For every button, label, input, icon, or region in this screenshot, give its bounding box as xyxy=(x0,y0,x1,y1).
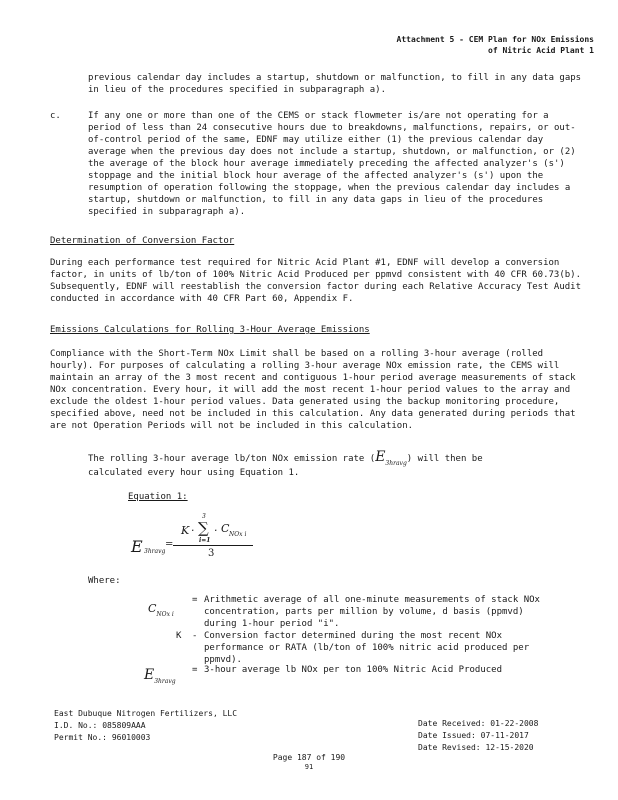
footer-received-value: 01-22-2008 xyxy=(490,719,539,728)
rolling-text-start: The rolling 3-hour average lb/ton NOx emission rate ( xyxy=(88,454,376,464)
footer-permit xyxy=(54,732,150,743)
footer-revised-label: Date Revised: xyxy=(418,743,481,752)
def-e-subscript: 3hravg xyxy=(154,678,176,686)
emissions-calculation-heading: Emissions Calculations for Rolling 3-Hour Average Emissions xyxy=(50,325,370,335)
intro-tail-paragraph: previous calendar day includes a startup, shutdown or malfunction, to fill in any data gaps in lieu of the procedures specified in subparagraph a). xyxy=(88,73,582,95)
eq-c-subscript: NOx i xyxy=(229,531,247,538)
footer-permit-label: Permit No.: xyxy=(54,733,107,742)
footer-id-value: 085809AAA xyxy=(102,721,146,730)
footer-company: East Dubuque Nitrogen Fertilizers, LLC xyxy=(54,709,238,718)
def-c-symbol xyxy=(148,597,174,618)
equation-1 xyxy=(128,510,288,572)
rolling-e-symbol xyxy=(375,449,407,465)
eq-e: E xyxy=(131,537,143,556)
def-e-eq: = xyxy=(192,665,198,675)
footer-permit-value: 96010003 xyxy=(111,733,151,742)
fraction-bar xyxy=(173,545,253,546)
eq-k: K xyxy=(181,524,190,537)
def-c-subscript: NOx i xyxy=(156,611,174,619)
rolling-e-subscript: 3hravg xyxy=(385,459,407,467)
summation-icon: ∑ xyxy=(198,519,209,537)
header-line-2: of Nitric Acid Plant 1 xyxy=(488,46,594,55)
eq-dot-2: · xyxy=(214,524,218,537)
def-k-symbol: K xyxy=(176,631,182,641)
rolling-text-end: ) will then be xyxy=(406,454,483,464)
eq-equals: = xyxy=(165,539,174,550)
footer-date-received xyxy=(418,718,538,729)
rolling-average-sentence-cont: calculated every hour using Equation 1. xyxy=(88,468,300,478)
footer-id-label: I.D. No.: xyxy=(54,721,98,730)
equation-label: Equation 1: xyxy=(128,492,188,502)
footer-date-issued xyxy=(418,730,529,741)
eq-denominator: 3 xyxy=(208,548,215,559)
eq-c: C xyxy=(221,522,230,535)
def-e-symbol xyxy=(144,664,176,685)
eq-sum-top: 3 xyxy=(202,513,206,520)
def-c-eq: = xyxy=(192,595,198,605)
emissions-calculation-paragraph: Compliance with the Short-Term NOx Limit shall be based on a rolling 3-hour average (rolled hourly). For purposes of calculating a rolling 3-hour average NOx emission rate, the CEMS will maintain an array of the 3 most recent and contiguous 1-hour period average measurements of stack NOx concentration. Every hour, it will add the most recent 1-hour period values to the array and exclude the oldest 1-hour period values. Data generated using the backup monitoring procedure, specified above, need not be included in this calculation. Any data generated during periods that are not Operation Periods will not be included in this calculation. xyxy=(50,349,576,431)
item-c-paragraph: If any one or more than one of the CEMS or stack flowmeter is/are not operating for a period of less than 24 consecutive hours due to breakdowns, malfunctions, repairs, or out-of-control period of the same, EDNF may utilize either (1) the previous calendar day average when the previous day does not include a startup, shutdown, or malfunction, or (2) the average of the block hour average immediately preceding the affected analyzer's (s') stoppage and the initial block hour average of the affected analyzer's (s') upon the resumption of operation following the stoppage, when the previous calendar day includes a startup, shutdown or malfunction, to fill in any data gaps in lieu of the procedures specified in subparagraph a). xyxy=(88,111,576,217)
footer-received-label: Date Received: xyxy=(418,719,486,728)
page-sub-number: 91 xyxy=(304,763,314,771)
where-label: Where: xyxy=(88,576,121,586)
def-k-text: Conversion factor determined during the most recent NOx performance or RATA (lb/ton of 100% nitric acid produced per ppmvd). xyxy=(204,631,530,665)
rolling-e-letter: E xyxy=(375,449,386,465)
eq-e-subscript: 3hravg xyxy=(144,548,166,555)
item-c-label: c. xyxy=(50,111,61,121)
footer-issued-label: Date Issued: xyxy=(418,731,476,740)
header-line-1: Attachment 5 - CEM Plan for NOx Emissions xyxy=(396,35,594,44)
def-c-letter: C xyxy=(148,602,157,615)
footer-issued-value: 07-11-2017 xyxy=(480,731,529,740)
footer-revised-value: 12-15-2020 xyxy=(485,743,534,752)
footer-id xyxy=(54,720,146,731)
conversion-factor-paragraph: During each performance test required for Nitric Acid Plant #1, EDNF will develop a conversion factor, in units of lb/ton of 100% Nitric Acid Produced per ppmvd consistent with 40 CFR 60.73(b). Subsequently, EDNF will reestablish the conversion factor during each Relative Accuracy Test Audit conducted in accordance with 40 CFR Part 60, Appendix F. xyxy=(50,258,582,304)
def-k-eq: - xyxy=(192,631,198,641)
eq-sum-bottom: i=1 xyxy=(199,537,211,544)
def-e-text: 3-hour average lb NOx per ton 100% Nitric Acid Produced xyxy=(204,665,503,675)
conversion-factor-heading: Determination of Conversion Factor xyxy=(50,236,235,246)
def-e-letter: E xyxy=(144,667,155,683)
def-c-text: Arithmetic average of all one-minute measurements of stack NOx concentration, parts per million by volume, d basis (ppmvd) during 1-hour period "i". xyxy=(204,595,540,629)
page-number: Page 187 of 190 xyxy=(272,753,346,762)
eq-dot: · xyxy=(191,524,195,537)
